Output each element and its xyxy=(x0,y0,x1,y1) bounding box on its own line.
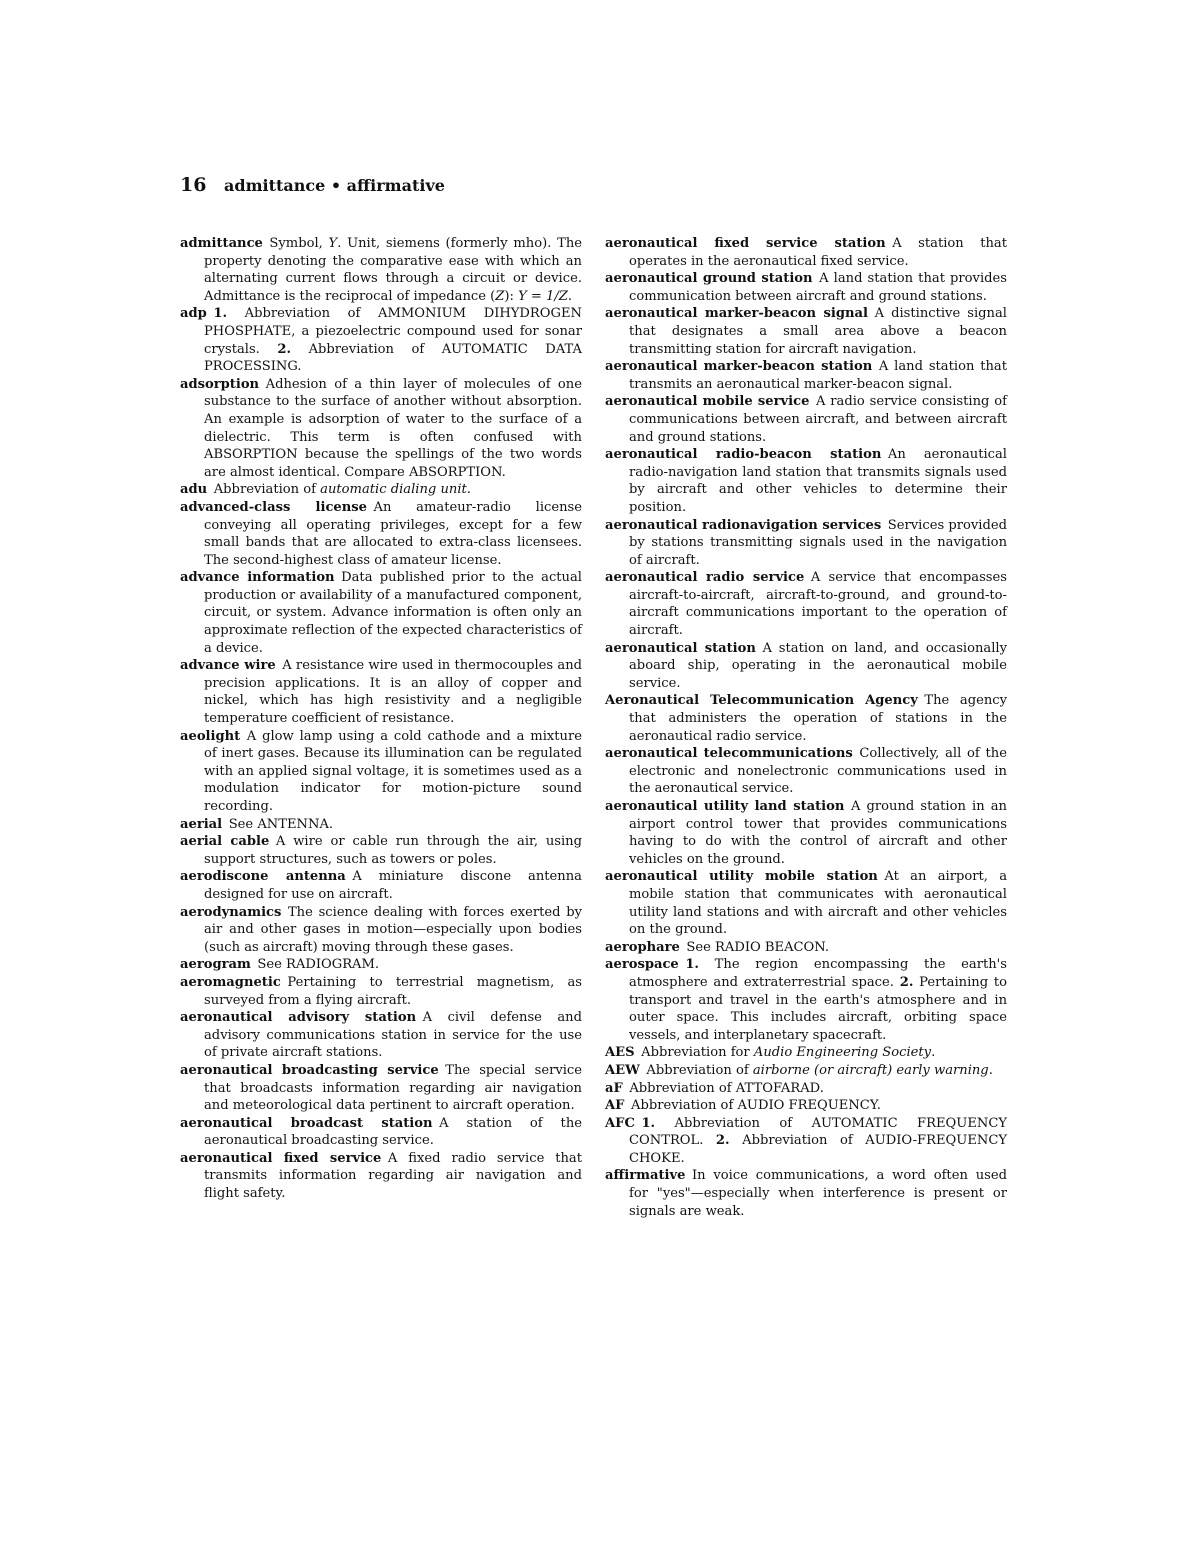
dictionary-entry xyxy=(180,481,582,499)
left-column xyxy=(180,235,582,1203)
dictionary-entry xyxy=(180,1009,582,1062)
entry-headword: AF xyxy=(605,1098,625,1114)
dictionary-entry xyxy=(180,728,582,816)
entry-headword: admittance xyxy=(180,236,263,251)
entry-definition-text: A glow lamp using a cold cathode and a mixture of inert gases. Because its illumination can be regulated with an applied signal voltage, it is sometimes used as a modulation indicator for motion-picture sound recording. xyxy=(204,728,582,814)
entry-headword: adsorption xyxy=(180,376,260,392)
entry-headword: aeronautical fixed service station xyxy=(605,236,886,251)
dictionary-entry xyxy=(605,745,1007,798)
dictionary-entry xyxy=(605,798,1007,868)
sense-number: 1. xyxy=(641,1115,656,1131)
dictionary-entry xyxy=(180,956,582,974)
dictionary-entry xyxy=(605,1044,1007,1062)
entry-headword: advanced-class license xyxy=(180,499,367,515)
dictionary-entry xyxy=(605,868,1007,938)
right-column xyxy=(605,235,1007,1220)
entry-definition-text: Abbreviation of xyxy=(646,1062,753,1078)
entry-definition-text: The agency that administers the operation of stations in the aeronautical radio service. xyxy=(629,693,1007,744)
entry-definition-text: Audio Engineering Society xyxy=(753,1045,932,1061)
entry-definition-text: See ANTENNA. xyxy=(228,816,334,832)
entry-definition-text: Y = 1/Z xyxy=(518,288,568,304)
entry-headword: aeronautical radio service xyxy=(605,570,805,586)
entry-definition-text: An amateur-radio license conveying all operating privileges, except for a few small bands that are allocated to extra-class licensees. The second-highest class of amateur license. xyxy=(204,499,582,568)
entry-definition-text: Abbreviation of AUDIO FREQUENCY. xyxy=(631,1098,881,1114)
entry-headword: aeronautical advisory station xyxy=(180,1010,417,1026)
entry-headword: aeromagnetic xyxy=(180,974,281,990)
entry-headword: aerial xyxy=(180,816,223,832)
entry-definition-text: A station on land, and occasionally aboard ship, operating in the aeronautical mobile service. xyxy=(629,640,1007,691)
running-header xyxy=(180,174,445,196)
dictionary-entry xyxy=(180,904,582,957)
entry-definition-text: A miniature discone antenna designed for use on aircraft. xyxy=(204,869,582,902)
entry-definition-text: Symbol, xyxy=(269,236,329,251)
entry-headword: AEW xyxy=(605,1062,640,1078)
entry-headword: aeronautical station xyxy=(605,640,756,656)
dictionary-entry xyxy=(180,569,582,657)
entry-headword: adp xyxy=(180,306,207,322)
entry-headword: aeronautical radio-beacon station xyxy=(605,447,882,463)
entry-definition-text: Abbreviation of AUTOMATIC DATA PROCESSING. xyxy=(204,341,582,375)
entry-definition-text: A land station that provides communication between aircraft and ground stations. xyxy=(629,271,1007,304)
entry-headword: aeronautical utility land station xyxy=(605,799,845,814)
entry-headword: advance wire xyxy=(180,658,276,674)
entry-headword: aeronautical ground station xyxy=(605,271,813,287)
dictionary-entry xyxy=(180,868,582,903)
entry-definition-text: . Unit, siemens (formerly mho). The property denoting the comparative ease with which an alternating current flows through a circuit or device. Admittance is the reciprocal of impedance ( xyxy=(204,236,582,304)
entry-definition-text: The science dealing with forces exerted by air and other gases in motion—especially upon bodies (such as aircraft) moving through these gases. xyxy=(204,904,582,955)
entry-definition-text: . xyxy=(466,482,471,498)
dictionary-entry xyxy=(605,692,1007,745)
sense-number: 1. xyxy=(213,306,228,322)
dictionary-entry xyxy=(605,235,1007,270)
entry-headword: aerial cable xyxy=(180,834,270,850)
entry-headword: aerophare xyxy=(605,939,680,955)
entry-definition-text: Pertaining to terrestrial magnetism, as surveyed from a flying aircraft. xyxy=(204,974,582,1008)
entry-definition-text: Abbreviation of AUDIO-FREQUENCY CHOKE. xyxy=(629,1133,1007,1166)
entry-definition-text: At an airport, a mobile station that communicates with aeronautical utility land stations and with aircraft and other vehicles on the ground. xyxy=(629,869,1007,938)
dictionary-entry xyxy=(605,517,1007,570)
entry-definition-text: A radio service consisting of communications between aircraft, and between aircraft and ground stations. xyxy=(629,394,1007,445)
entry-definition-text: A land station that transmits an aeronautical marker-beacon signal. xyxy=(629,359,1008,392)
entry-definition-text: See RADIOGRAM. xyxy=(257,957,380,973)
entry-definition-text: In voice communications, a word often used for "yes"—especially when interference is present or signals are weak. xyxy=(629,1168,1007,1219)
entry-definition-text: Data published prior to the actual production or availability of a manufactured component, circuit, or system. Advance information is often only an approximate reflection of the expected characteristics of a device. xyxy=(204,570,582,656)
entry-headword: aerodynamics xyxy=(180,904,282,920)
entry-definition-text: . xyxy=(567,288,573,304)
entry-definition-text: A distinctive signal that designates a small area above a beacon transmitting station for aircraft navigation. xyxy=(629,306,1007,357)
entry-definition-text: An aeronautical radio-navigation land station that transmits signals used by aircraft and other vehicles to determine their position. xyxy=(629,447,1007,515)
dictionary-entry xyxy=(605,305,1007,358)
dictionary-entry xyxy=(180,657,582,727)
dictionary-entry xyxy=(605,446,1007,516)
guide-words: admittance • affirmative xyxy=(224,176,445,195)
entry-headword: aF xyxy=(605,1080,623,1096)
dictionary-entry xyxy=(605,358,1007,393)
entry-headword: aeronautical broadcast station xyxy=(180,1115,433,1131)
dictionary-entry xyxy=(605,640,1007,693)
dictionary-entry xyxy=(605,270,1007,305)
entry-headword: aeronautical radionavigation services xyxy=(605,517,882,533)
dictionary-entry xyxy=(605,393,1007,446)
entry-definition-text: Abbreviation of ATTOFARAD. xyxy=(629,1080,824,1096)
entry-definition-text: Z xyxy=(495,288,505,304)
entry-definition-text: Y xyxy=(328,236,338,251)
entry-definition-text: A civil defense and advisory communications station in service for the use of private aircraft stations. xyxy=(204,1010,582,1061)
entry-headword: aerogram xyxy=(180,957,251,973)
dictionary-entry xyxy=(180,376,582,482)
entry-definition-text: automatic dialing unit xyxy=(320,482,467,498)
sense-number: 2. xyxy=(277,341,292,357)
dictionary-entry xyxy=(605,956,1007,1044)
entry-headword: aeronautical marker-beacon station xyxy=(605,359,873,375)
entry-definition-text: A resistance wire used in thermocouples and precision applications. It is an alloy of copper and nickel, which has high resistivity and a negligible temperature coefficient of resistance. xyxy=(204,658,583,727)
entry-headword: Aeronautical Telecommunication Agency xyxy=(605,693,918,709)
entry-headword: advance information xyxy=(180,570,335,586)
entry-definition-text: Services provided by stations transmitting signals used in the navigation of aircraft. xyxy=(629,517,1007,568)
dictionary-entry xyxy=(605,1167,1007,1220)
entry-definition-text: ): xyxy=(504,288,519,304)
dictionary-entry xyxy=(180,499,582,569)
entry-definition-text: A wire or cable run through the air, using support structures, such as towers or poles. xyxy=(204,834,582,867)
dictionary-entry xyxy=(180,305,582,375)
entry-headword: aeronautical fixed service xyxy=(180,1150,382,1166)
entry-headword: aerospace xyxy=(605,957,679,973)
entry-headword: affirmative xyxy=(605,1168,686,1184)
entry-definition-text: A ground station in an airport control tower that provides communications having to do with the control of aircraft and other vehicles on the ground. xyxy=(629,799,1007,867)
dictionary-entry xyxy=(605,1097,1007,1115)
dictionary-entry xyxy=(605,939,1007,957)
entry-headword: aeronautical telecommunications xyxy=(605,746,853,762)
entry-definition-text: See RADIO BEACON. xyxy=(686,939,830,955)
entry-definition-text: Abbreviation for xyxy=(641,1045,754,1061)
entry-definition-text: Abbreviation of xyxy=(213,482,321,498)
sense-number: 2. xyxy=(715,1133,730,1149)
entry-definition-text: A fixed radio service that transmits information regarding air navigation and flight safety. xyxy=(204,1150,583,1202)
entry-definition-text: A station of the aeronautical broadcasting service. xyxy=(204,1115,582,1149)
entry-headword: aeronautical utility mobile station xyxy=(605,869,878,885)
dictionary-entry xyxy=(180,235,582,305)
dictionary-entry xyxy=(605,1115,1007,1168)
dictionary-entry xyxy=(180,1150,582,1203)
dictionary-entry xyxy=(180,833,582,868)
entry-definition-text: . xyxy=(931,1045,936,1061)
sense-number: 1. xyxy=(685,957,699,973)
dictionary-entry xyxy=(605,1080,1007,1098)
dictionary-entry xyxy=(180,1115,582,1150)
entry-definition-text: . xyxy=(988,1062,993,1078)
entry-definition-text: A station that operates in the aeronautical fixed service. xyxy=(629,236,1007,269)
page-number: 16 xyxy=(180,174,207,196)
entry-definition-text: Pertaining to transport and travel in the earth's atmosphere and in outer space. This includes aircraft, orbiting space vessels, and interplanetary spacecraft. xyxy=(629,974,1007,1043)
entry-headword: aeronautical broadcasting service xyxy=(180,1062,439,1078)
entry-definition-text: A service that encompasses aircraft-to-aircraft, aircraft-to-ground, and ground-to-aircraft communications important to the operation of aircraft. xyxy=(629,570,1007,639)
entry-headword: adu xyxy=(180,482,208,498)
entry-headword: AES xyxy=(605,1045,635,1061)
entry-headword: aerodiscone antenna xyxy=(180,869,346,885)
entry-definition-text: The special service that broadcasts information regarding air navigation and meteorological data pertinent to aircraft operation. xyxy=(204,1062,582,1114)
entry-definition-text: The region encompassing the earth's atmosphere and extraterrestrial space. xyxy=(629,957,1007,990)
entry-definition-text: Abbreviation of AMMONIUM DIHYDROGEN PHOSPHATE, a piezoelectric compound used for sonar crystals. xyxy=(204,306,582,357)
dictionary-entry xyxy=(180,974,582,1009)
entry-headword: aeronautical mobile service xyxy=(605,394,810,410)
entry-definition-text: Abbreviation of AUTOMATIC FREQUENCY CONTROL. xyxy=(629,1115,1007,1149)
entry-headword: aeronautical marker-beacon signal xyxy=(605,306,869,322)
entry-definition-text: Adhesion of a thin layer of molecules of one substance to the surface of another without absorption. An example is adsorption of water to the surface of a dielectric. This term is often confused with ABSORPTION because the spellings of the two words are almost identical. Compare ABSORPTION. xyxy=(204,376,582,480)
sense-number: 2. xyxy=(899,974,914,990)
dictionary-entry xyxy=(605,569,1007,639)
dictionary-entry xyxy=(180,816,582,834)
entry-headword: aeolight xyxy=(180,728,241,744)
dictionary-entry xyxy=(180,1062,582,1115)
entry-definition-text: Collectively, all of the electronic and nonelectronic communications used in the aeronautical service. xyxy=(629,746,1007,797)
entry-definition-text: airborne (or aircraft) early warning xyxy=(752,1062,989,1078)
dictionary-entry xyxy=(605,1062,1007,1080)
entry-headword: AFC xyxy=(605,1115,635,1131)
